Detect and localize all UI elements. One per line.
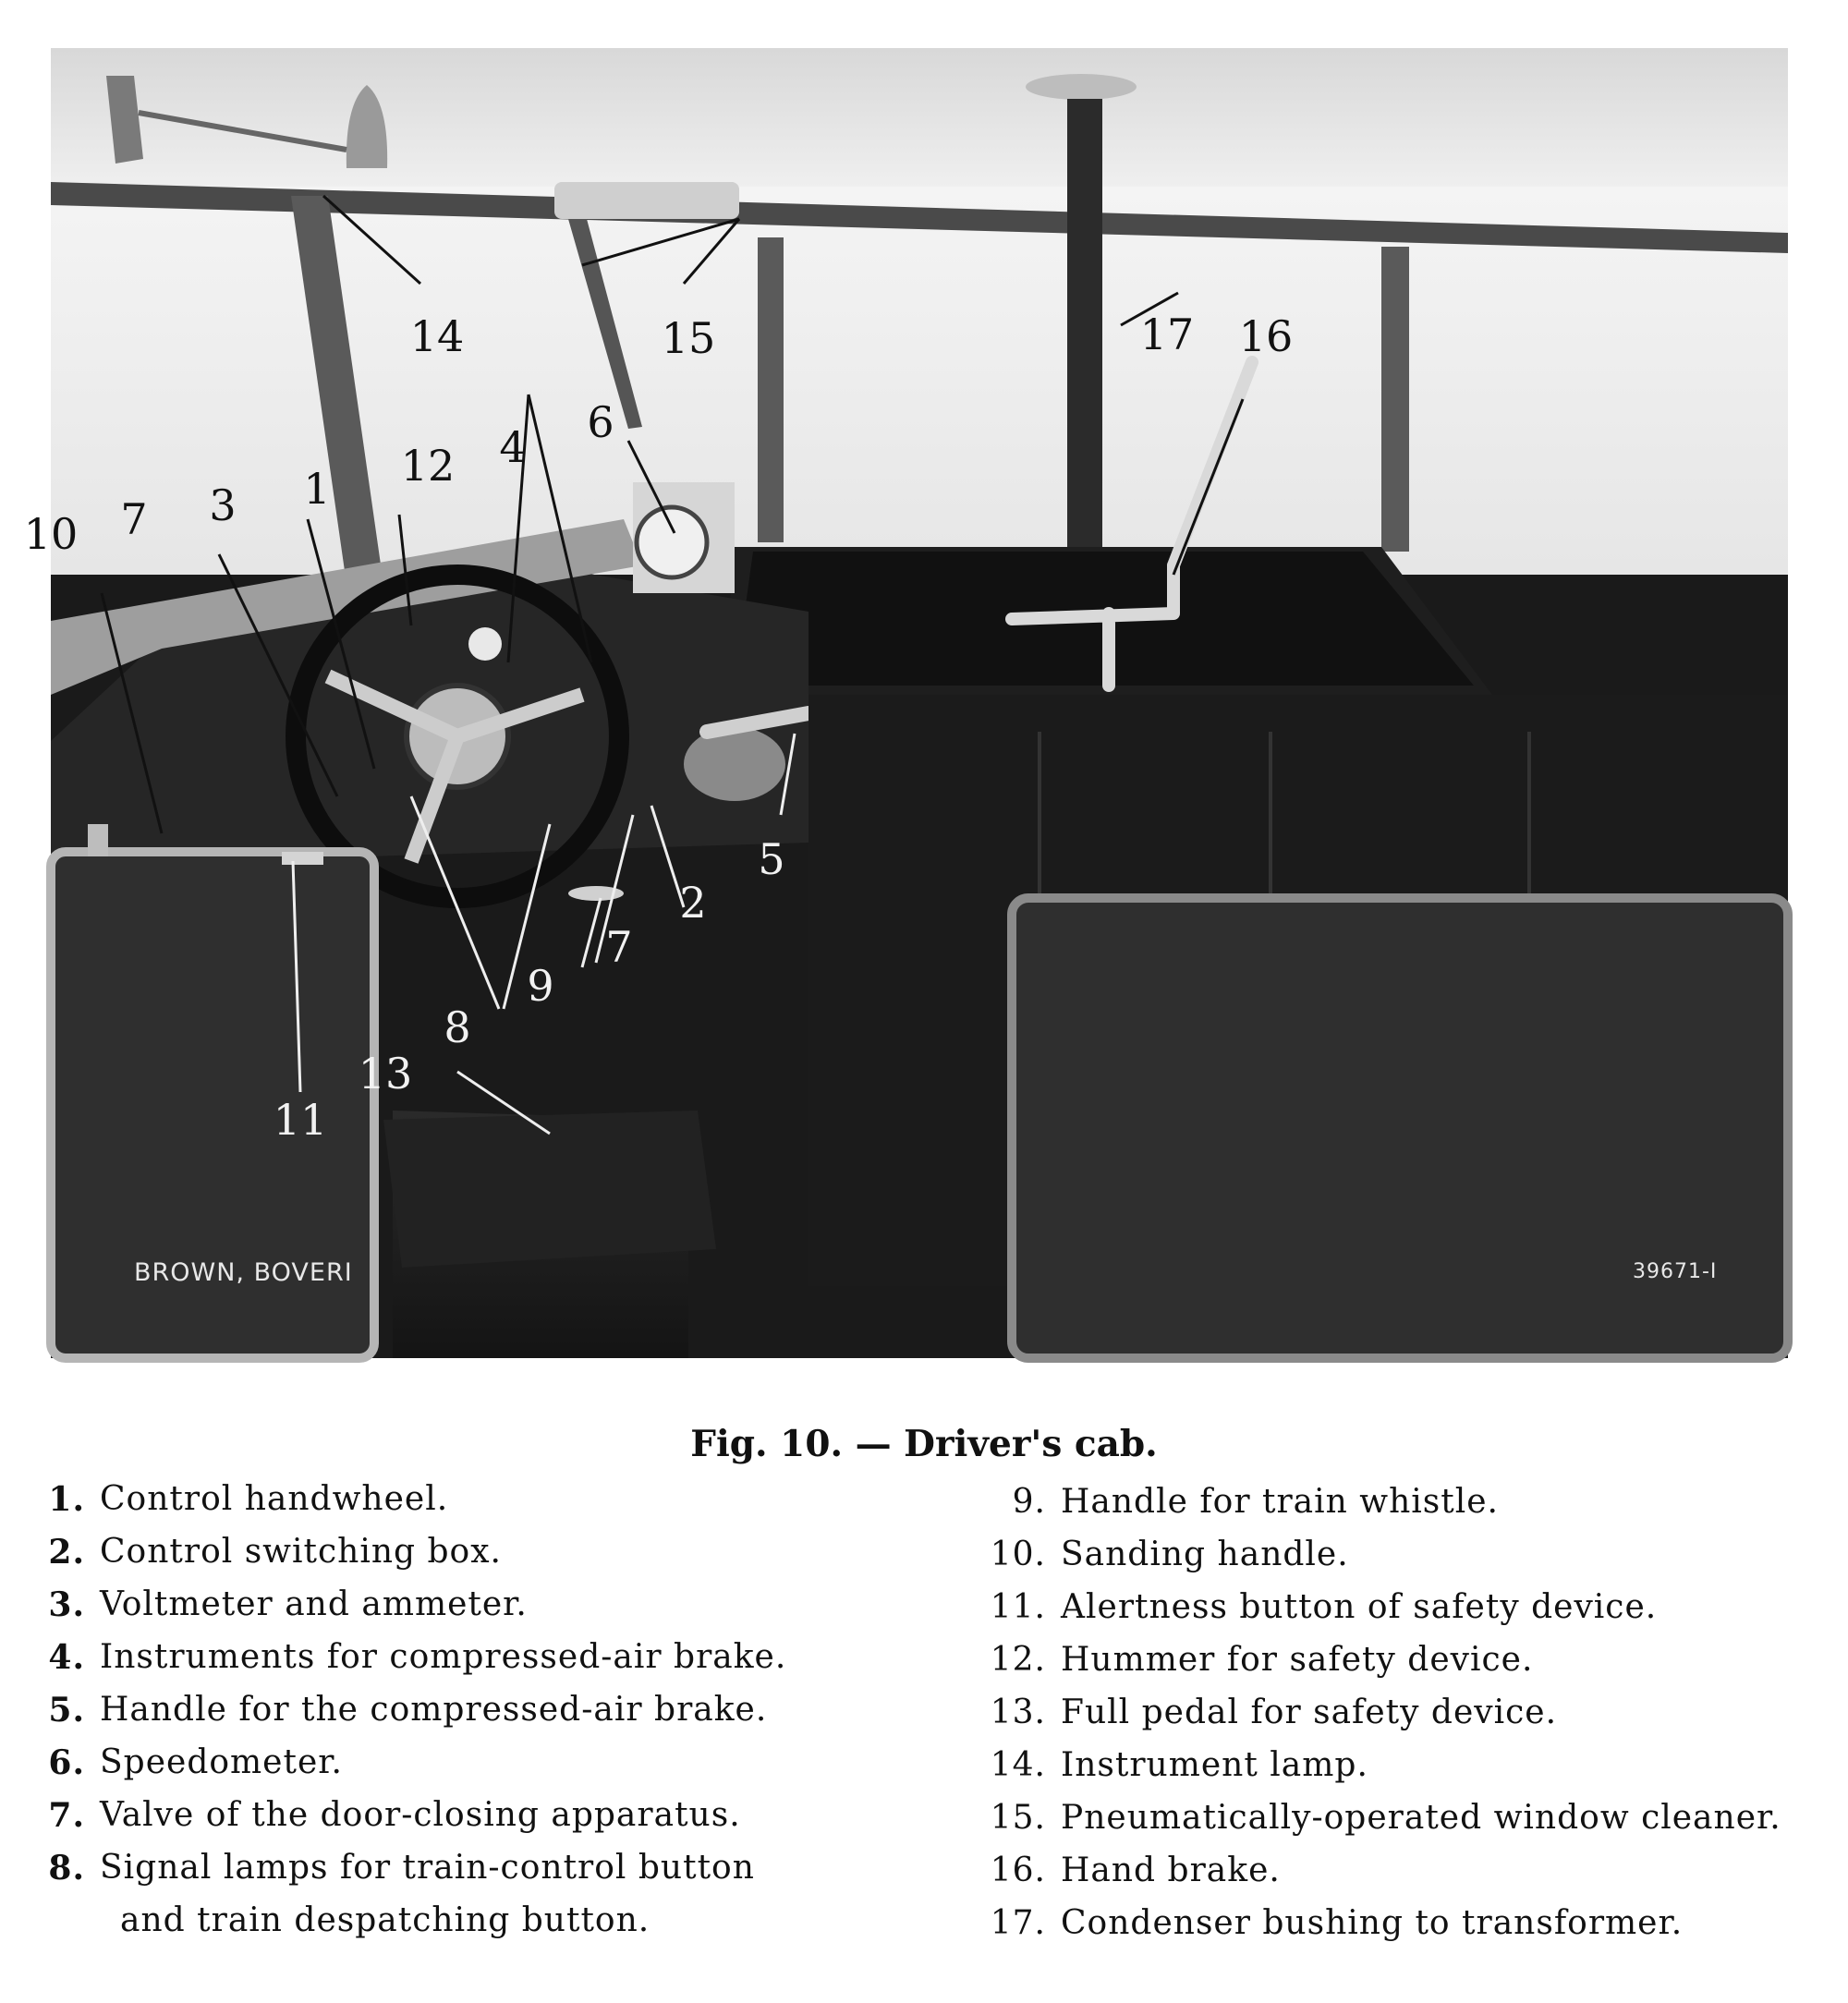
callout-8: 8 — [444, 1002, 471, 1052]
cab-photograph — [23, 48, 1788, 1358]
right-seat-back — [1012, 898, 1788, 1358]
legend-item — [979, 1904, 1811, 1957]
callout-11: 11 — [273, 1095, 328, 1145]
legend-item-number: 6. — [48, 1743, 85, 1782]
legend-item — [46, 1901, 878, 1954]
legend-item-label: Speedometer. — [100, 1743, 343, 1781]
legend-item-label: Full pedal for safety device. — [1061, 1693, 1558, 1731]
ceiling-fitting — [1026, 74, 1137, 100]
legend-item-number: 1. — [48, 1480, 85, 1519]
legend-item — [979, 1536, 1811, 1588]
legend-item — [46, 1533, 878, 1585]
legend-item-label: Handle for the compressed-air brake. — [100, 1691, 768, 1729]
legend-item-number: 14. — [990, 1746, 1046, 1784]
legend-item-label: Condenser bushing to transformer. — [1061, 1904, 1684, 1942]
legend-item-number: 4. — [48, 1638, 85, 1677]
legend-item-label: Instrument lamp. — [1061, 1746, 1368, 1784]
callout-7b: 7 — [605, 922, 633, 972]
legend-item — [46, 1691, 878, 1743]
legend-item-label: Sanding handle. — [1061, 1536, 1349, 1573]
callout-2: 2 — [679, 878, 707, 928]
legend-item-number: 5. — [48, 1691, 85, 1730]
legend-item-number: 15. — [990, 1799, 1046, 1837]
legend-item-label: Pneumatically-operated window cleaner. — [1061, 1799, 1781, 1837]
legend-item — [46, 1585, 878, 1638]
legend-item — [979, 1483, 1811, 1536]
legend-item-number: 13. — [990, 1693, 1046, 1731]
legend-item — [46, 1849, 878, 1901]
callout-15: 15 — [661, 313, 716, 363]
legend-item-label: Hummer for safety device. — [1061, 1641, 1534, 1679]
callout-14: 14 — [409, 311, 465, 361]
legend-item-number: 17. — [990, 1904, 1046, 1942]
callout-7a: 7 — [120, 494, 148, 544]
legend-item-label: Hand brake. — [1061, 1851, 1281, 1889]
legend-item — [979, 1588, 1811, 1641]
callout-9: 9 — [527, 961, 554, 1011]
callout-10: 10 — [23, 509, 79, 559]
cab-illustration — [51, 48, 1788, 1358]
alertness-button — [282, 852, 323, 865]
legend-item-number: 10. — [990, 1536, 1046, 1573]
sanding-handle — [88, 824, 108, 856]
legend-item-label: Control switching box. — [100, 1533, 502, 1571]
legend-item-number: 2. — [48, 1533, 85, 1572]
brake-handle-base — [684, 727, 785, 801]
photo-credit: BROWN, BOVERI — [134, 1258, 353, 1287]
legend-item-number: 7. — [48, 1796, 85, 1835]
photo-number: 39671-I — [1633, 1260, 1718, 1283]
legend-item-label: Signal lamps for train-control button — [100, 1849, 755, 1887]
legend-item-label: and train despatching button. — [120, 1901, 650, 1939]
legend-item-number: 11. — [990, 1588, 1046, 1626]
legend-item — [979, 1851, 1811, 1904]
window-pillar-centre — [758, 237, 784, 542]
callout-16: 16 — [1238, 311, 1294, 361]
legend-item — [979, 1693, 1811, 1746]
legend-item — [979, 1746, 1811, 1799]
callout-6: 6 — [587, 397, 614, 447]
legend-item — [46, 1480, 878, 1533]
legend-item — [979, 1641, 1811, 1693]
legend-left — [46, 1480, 878, 1954]
legend-item-label: Valve of the door-closing apparatus. — [100, 1796, 741, 1834]
speedometer-dial — [637, 507, 707, 577]
legend-item-label: Control handwheel. — [100, 1480, 449, 1518]
legend-item-number: 12. — [990, 1641, 1046, 1679]
window-cleaner-motor — [554, 182, 739, 219]
legend-item — [46, 1638, 878, 1691]
window-pillar-right — [1381, 247, 1409, 552]
legend-item-number: 9. — [1012, 1483, 1046, 1521]
callout-1: 1 — [303, 464, 331, 514]
brake-gauge — [468, 627, 502, 661]
legend-item-label: Handle for train whistle. — [1061, 1483, 1499, 1521]
ceiling — [51, 48, 1788, 187]
callout-5: 5 — [758, 834, 785, 884]
legend-item-label: Alertness button of safety device. — [1061, 1588, 1658, 1626]
legend-item-number: 16. — [990, 1851, 1046, 1889]
legend-right — [979, 1483, 1811, 1957]
legend-item-label: Voltmeter and ammeter. — [100, 1585, 528, 1623]
callout-12: 12 — [400, 441, 456, 491]
legend-item — [46, 1796, 878, 1849]
callout-17: 17 — [1139, 310, 1195, 359]
legend-item-number: 3. — [48, 1585, 85, 1624]
callout-4: 4 — [499, 422, 527, 472]
safety-pedal — [383, 1111, 716, 1268]
legend-item — [46, 1743, 878, 1796]
callout-13: 13 — [358, 1049, 413, 1099]
legend-item-number: 8. — [48, 1849, 85, 1888]
legend-item — [979, 1799, 1811, 1851]
figure-caption: Fig. 10. — Driver's cab. — [690, 1423, 1158, 1465]
legend-item-label: Instruments for compressed-air brake. — [100, 1638, 787, 1676]
callout-3: 3 — [209, 480, 237, 530]
